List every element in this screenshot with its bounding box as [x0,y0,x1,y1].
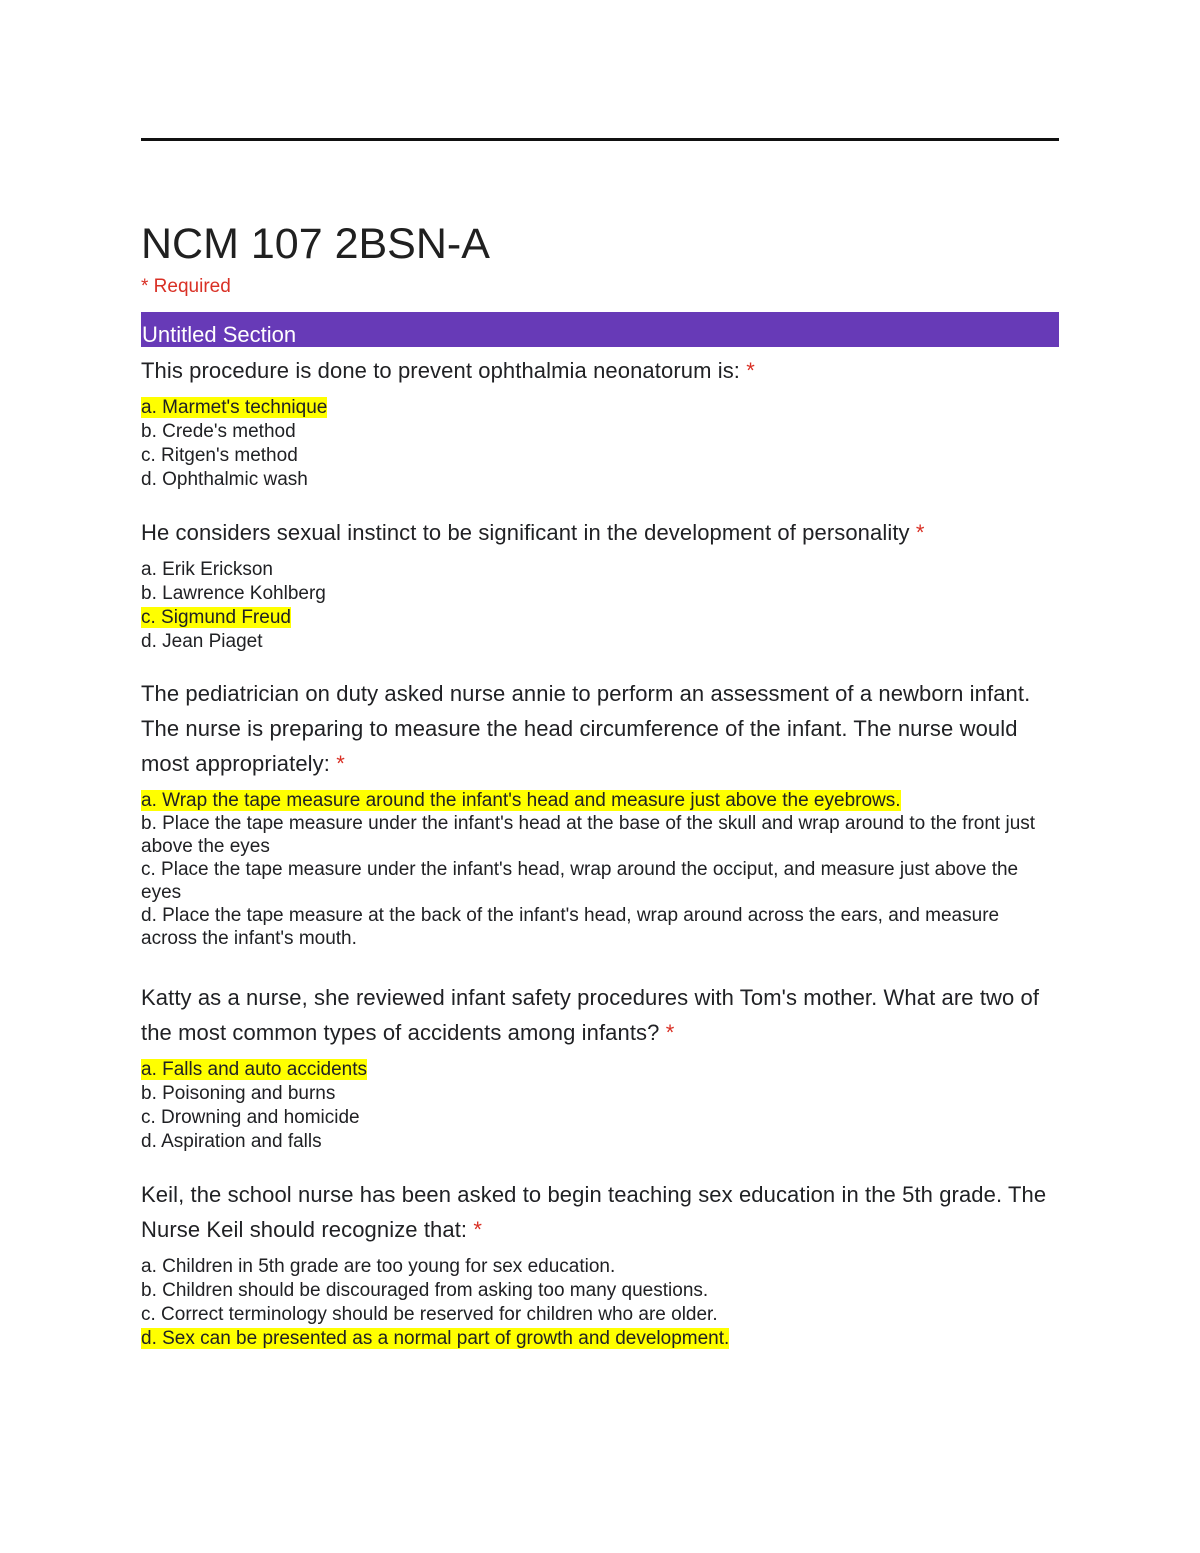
question-2 [141,515,1059,654]
question-text: Keil, the school nurse has been asked to begin teaching sex education in the 5th grade. The Nurse Keil should recognize that: * [141,1182,1047,1242]
answer-option-a[interactable]: a. Falls and auto accidents [141,1059,368,1080]
question-text: He considers sexual instinct to be significant in the development of personality * [141,520,925,545]
question-text: This procedure is done to prevent ophthalmia neonatorum is: * [141,358,755,383]
required-asterisk: * [746,358,755,383]
answer-option-d[interactable]: d. Place the tape measure at the back of the infant's head, wrap around across the ears, and measure across the infant's mouth. [141,905,1000,949]
answer-option-c[interactable]: c. Ritgen's method [141,445,298,466]
answer-option-a[interactable]: a. Erik Erickson [141,559,273,580]
answer-option-d[interactable]: d. Ophthalmic wash [141,469,308,490]
question-text: The pediatrician on duty asked nurse annie to perform an assessment of a newborn infant. The nurse is preparing to measure the head circumference of the infant. The nurse would most appropriately: * [141,681,1031,776]
answer-option-d[interactable]: d. Sex can be presented as a normal part of growth and development. [141,1328,730,1349]
answer-options [141,396,1059,492]
answer-options [141,789,1059,950]
question-1 [141,353,1059,492]
form-title: NCM 107 2BSN-A [141,220,490,268]
required-note: * Required [141,276,231,297]
question-3 [141,676,1059,950]
answer-option-c[interactable]: c. Sigmund Freud [141,607,291,628]
answer-options [141,1058,1059,1154]
answer-option-c[interactable]: c. Correct terminology should be reserved for children who are older. [141,1304,718,1325]
answer-option-c[interactable]: c. Place the tape measure under the infant's head, wrap around the occiput, and measure just above the eyes [141,859,1019,903]
answer-option-d[interactable]: d. Jean Piaget [141,631,263,652]
answer-option-b[interactable]: b. Crede's method [141,421,296,442]
question-4 [141,980,1059,1154]
required-asterisk: * [473,1217,483,1242]
answer-options [141,558,1059,654]
answer-option-c[interactable]: c. Drowning and homicide [141,1107,360,1128]
answer-option-b[interactable]: b. Lawrence Kohlberg [141,583,326,604]
section-title: Untitled Section [142,322,297,347]
answer-option-b[interactable]: b. Place the tape measure under the infant's head at the base of the skull and wrap around to the front just above the eyes [141,813,1036,857]
required-asterisk: * [915,520,925,545]
answer-option-b[interactable]: b. Poisoning and burns [141,1083,336,1104]
top-divider [141,138,1059,141]
question-5 [141,1177,1059,1351]
answer-option-b[interactable]: b. Children should be discouraged from asking too many questions. [141,1280,709,1301]
answer-option-a[interactable]: a. Children in 5th grade are too young for sex education. [141,1256,616,1277]
answer-options [141,1255,1059,1351]
section-header [141,312,1059,347]
answer-option-d[interactable]: d. Aspiration and falls [141,1131,322,1152]
required-asterisk: * [665,1020,675,1045]
answer-option-a[interactable]: a. Marmet's technique [141,397,328,418]
question-text: Katty as a nurse, she reviewed infant safety procedures with Tom's mother. What are two of the most common types of accidents among infants? * [141,985,1040,1045]
answer-option-a[interactable]: a. Wrap the tape measure around the infant's head and measure just above the eyebrows. [141,790,901,811]
required-asterisk: * [336,751,345,776]
